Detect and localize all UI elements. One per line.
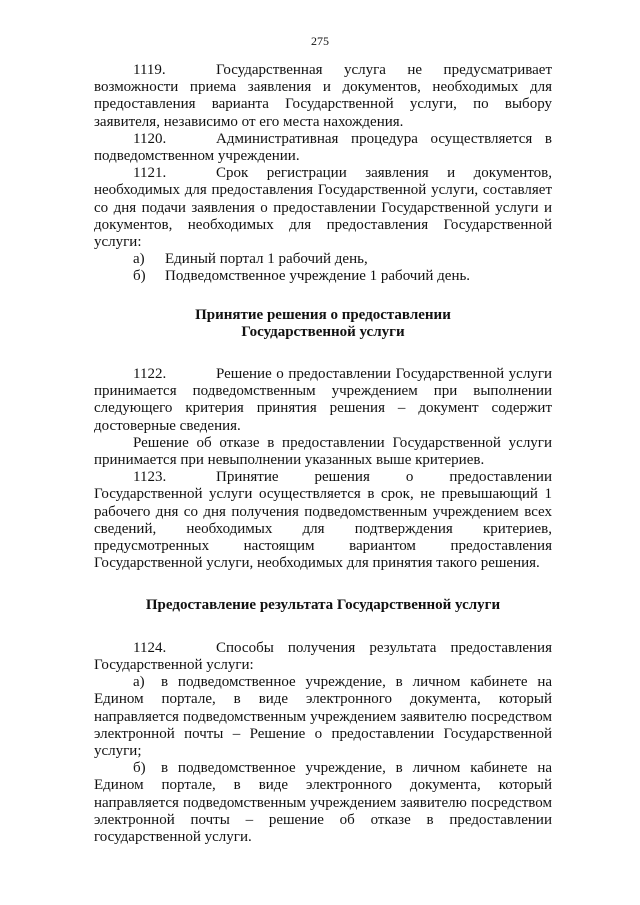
list-item-text: в подведомственное учреждение, в личном кабинете на Едином портале, в виде электронного документа, который направляется подведомственным учреждением заявителю посредством электронной почты – Решение о предоставлении Государственной услуги;	[94, 674, 552, 759]
list-marker: а)	[133, 674, 145, 691]
paragraph-1121	[94, 165, 552, 251]
list-marker: б)	[133, 760, 146, 777]
section-heading-decision: Принятие решения о предоставлении Государственной услуги	[195, 306, 451, 340]
section-heading-result: Предоставление результата Государственной услуги	[145, 597, 501, 614]
paragraph-text: Способы получения результата предоставления Государственной услуги:	[94, 639, 552, 673]
document-body	[94, 62, 552, 846]
paragraph-1119	[94, 62, 552, 131]
paragraph-number: 1119.	[133, 62, 166, 78]
list-item-text: Единый портал 1 рабочий день,	[165, 251, 368, 268]
list-item-b	[94, 760, 552, 846]
paragraph-text: Срок регистрации заявления и документов, необходимых для предоставления Государственной услуги, составляет со дня подачи заявления о предоставлении Государственной услуги и документов, необходимых для предоставления Государственной услуги:	[94, 165, 552, 251]
list-item-a	[133, 251, 552, 268]
paragraph-1120	[94, 131, 552, 165]
paragraph-text: Административная процедура осуществляется в подведомственном учреждении.	[94, 130, 552, 165]
paragraph-number: 1123.	[133, 469, 167, 486]
paragraph-text: Принятие решения о предоставлении Государственной услуги осуществляется в срок, не превышающий 1 рабочего дня со дня получения подведомственным учреждением всех сведений, необходимых для подтверждения критериев, предусмотренных настоящим вариантом предоставления Государственной услуги, необходимых для принятия такого решения.	[94, 469, 552, 572]
list-item-text: в подведомственное учреждение, в личном кабинете на Едином портале, в виде электронного документа, который направляется подведомственным учреждением заявителю посредством электронной почты – решение об отказе в предоставлении государственной услуги.	[94, 760, 552, 845]
paragraph-number: 1120.	[133, 130, 167, 147]
list-item-b	[133, 268, 552, 285]
list-marker: б)	[133, 268, 146, 285]
list-item-text: Подведомственное учреждение 1 рабочий день.	[165, 268, 471, 285]
paragraph-1122	[94, 366, 552, 435]
paragraph-1123	[94, 469, 552, 572]
paragraph-number: 1122.	[133, 366, 167, 383]
paragraph-1124	[94, 640, 552, 674]
list-item-a	[94, 674, 552, 760]
paragraph-number: 1124.	[133, 639, 167, 656]
paragraph-1122-refusal: Решение об отказе в предоставлении Государственной услуги принимается при невыполнении указанных выше критериев.	[94, 434, 552, 469]
paragraph-text: Государственная услуга не предусматривает возможности приема заявления и документов, необходимых для предоставления варианта Государственной услуги, по выбору заявителя, независимо от его места нахождения.	[94, 62, 552, 130]
paragraph-number: 1121.	[133, 165, 167, 182]
paragraph-text: Решение о предоставлении Государственной услуги принимается подведомственным учреждением при выполнении следующего критерия принятия решения – документ содержит достоверные сведения.	[94, 366, 552, 434]
page-number: 275	[311, 34, 329, 48]
list-marker: а)	[133, 251, 145, 268]
